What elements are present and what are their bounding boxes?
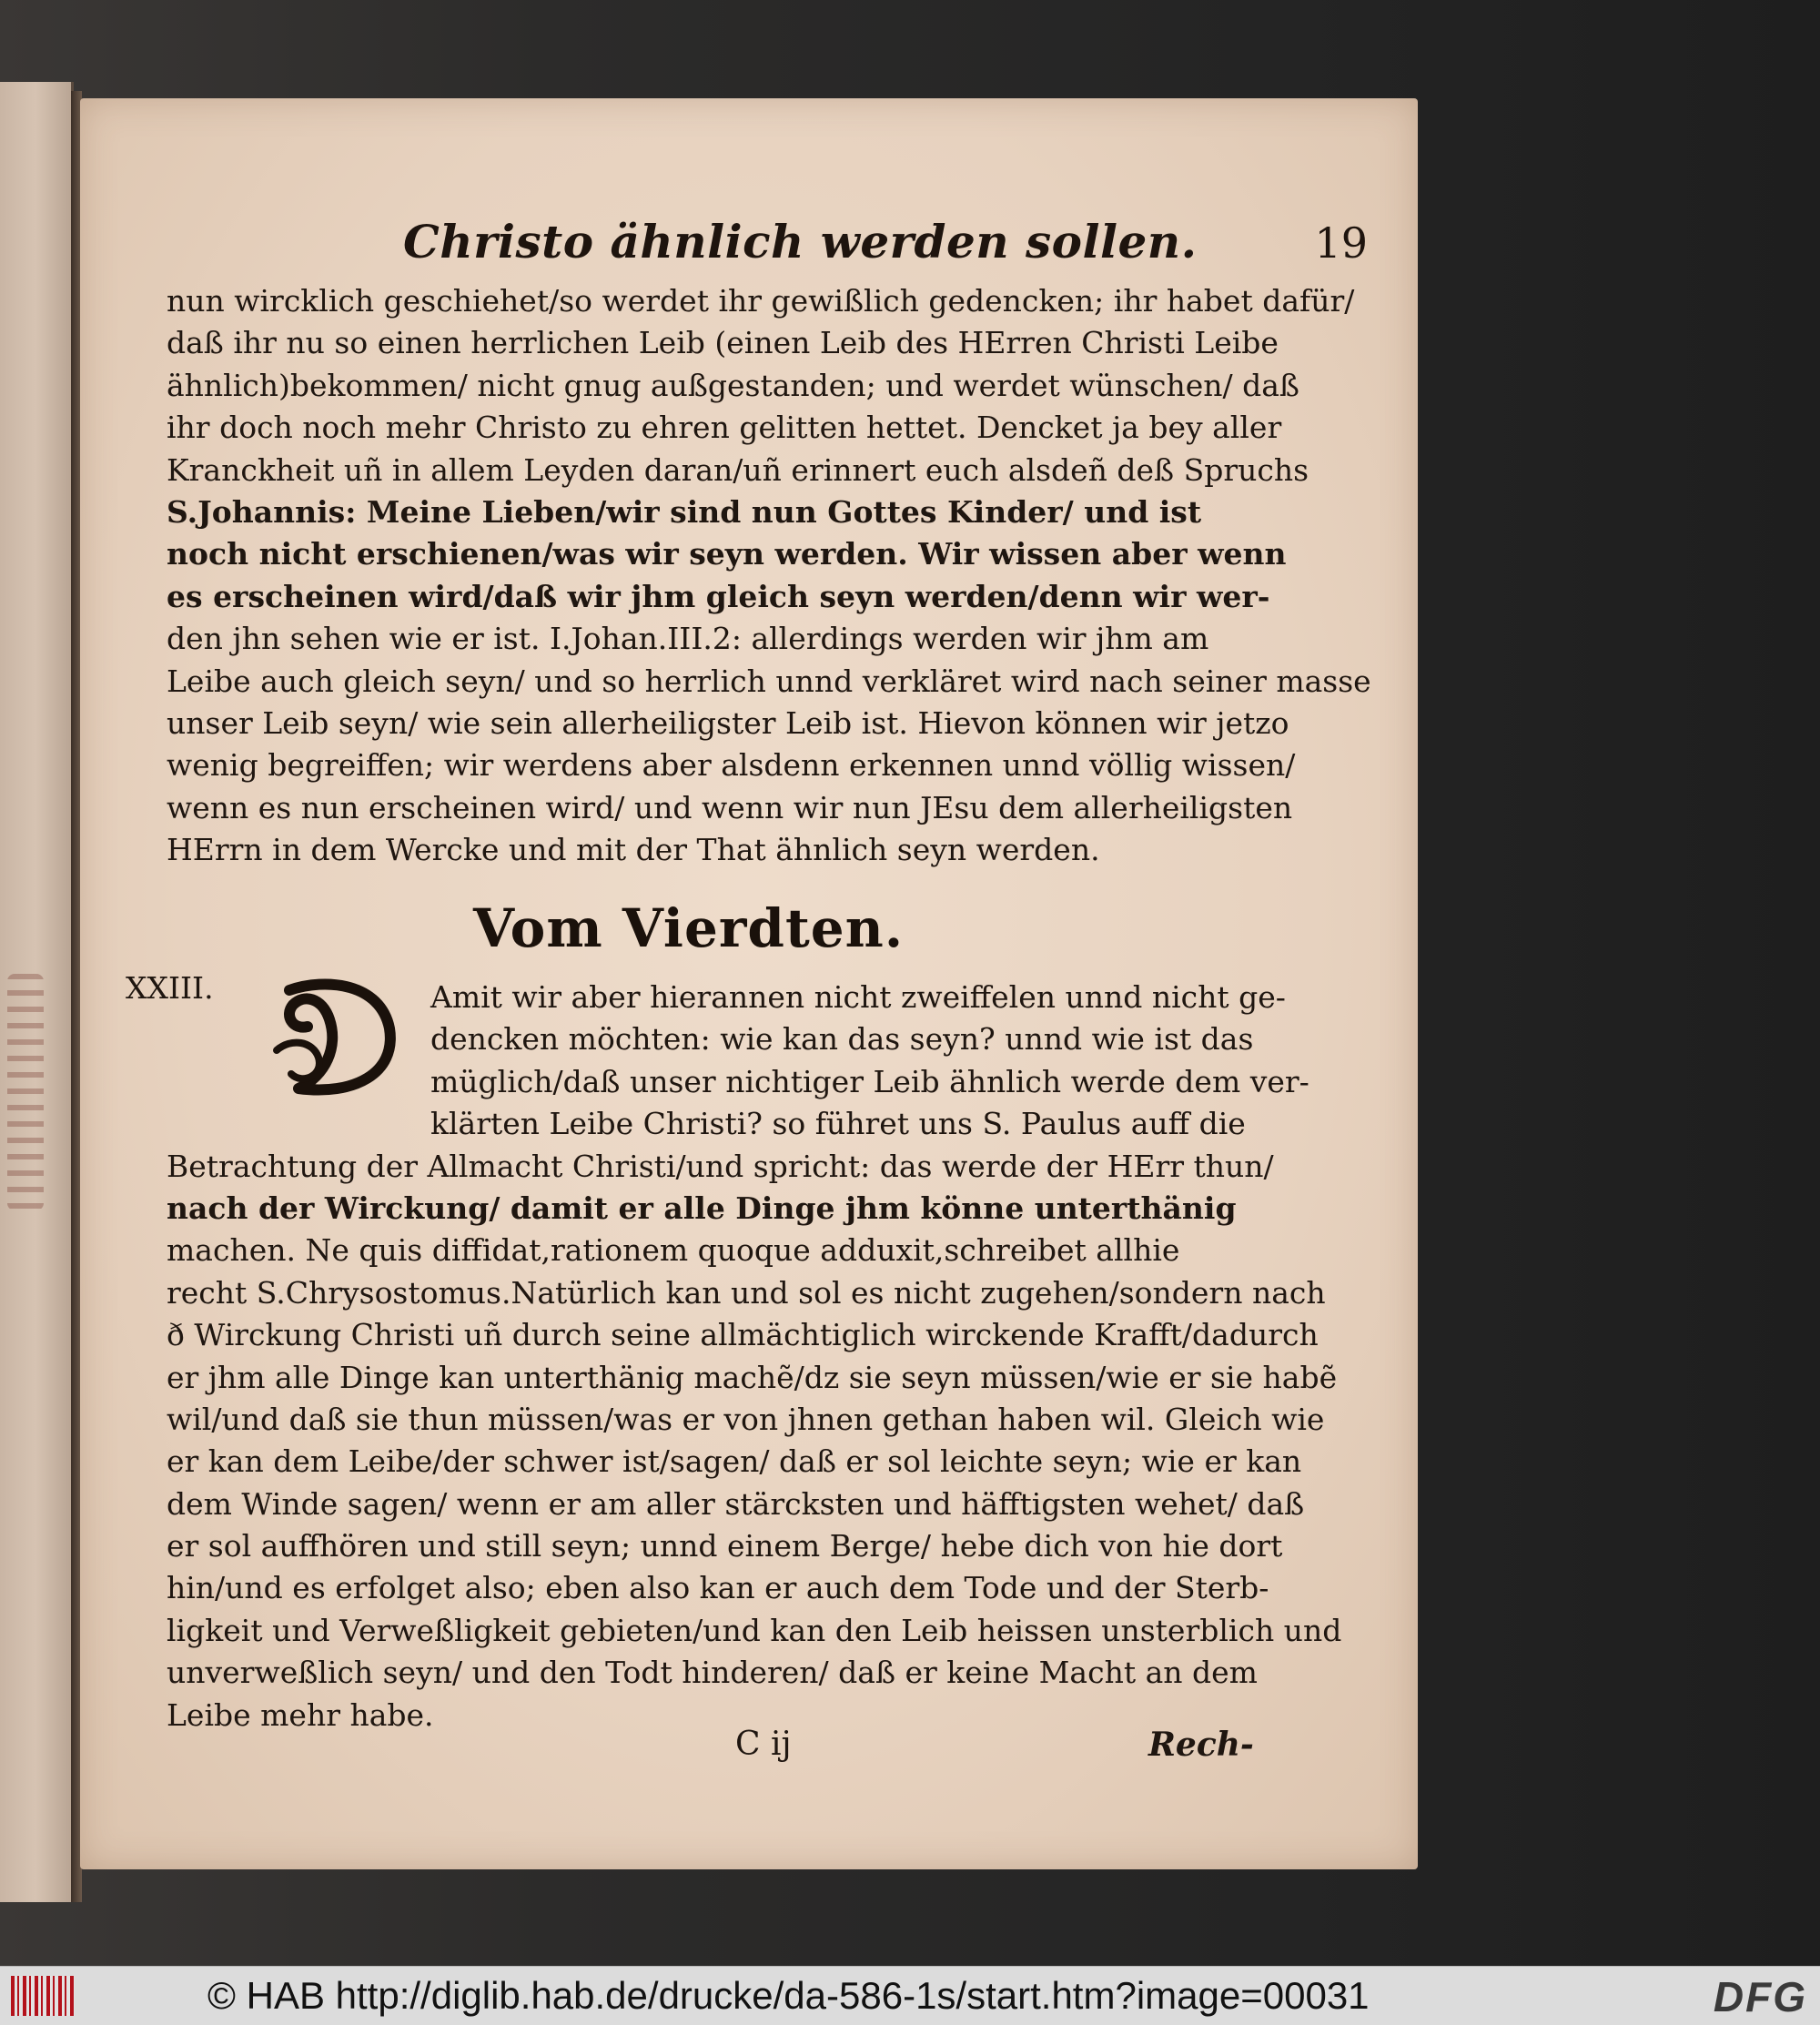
text-line: ähnlich)bekommen/ nicht gnug außgestanden; und werdet wünschen/ daß: [167, 367, 1299, 403]
previous-leaf-edge: [0, 82, 74, 1902]
folio-number: 19: [1314, 218, 1368, 268]
leaf-bleed-marks: [7, 974, 44, 1210]
footer-bar: [0, 1966, 1820, 2025]
catchword: Rech-: [1148, 1726, 1254, 1764]
text-line: hin/und es erfolget also; eben also kan er auch dem Tode und der Sterb-: [167, 1570, 1269, 1606]
text-line: unverweßlich seyn/ und den Todt hinderen/ daß er keine Macht an dem: [167, 1655, 1258, 1691]
section-heading: Vom Vierdten.: [473, 897, 905, 959]
text-line: noch nicht erschienen/was wir seyn werden. Wir wissen aber wenn: [167, 536, 1287, 572]
text-line: dencken möchten: wie kan das seyn? unnd wie ist das: [430, 1021, 1254, 1058]
text-line: unser Leib seyn/ wie sein allerheiligster Leib ist. Hievon können wir jetzo: [167, 704, 1289, 741]
paragraph-one: [167, 280, 1371, 871]
text-line: recht S.Chrysostomus.Natürlich kan und sol es nicht zugehen/sondern nach: [167, 1274, 1326, 1311]
text-line: daß ihr nu so einen herrlichen Leib (einen Leib des HErren Christi Leibe: [167, 325, 1279, 361]
text-line: den jhn sehen wie er ist. I.Johan.III.2: allerdings werden wir jhm am: [167, 621, 1209, 657]
text-line: ihr doch noch mehr Christo zu ehren gelitten hettet. Dencket ja bey aller: [167, 410, 1282, 446]
paragraph-two: [167, 977, 1342, 1736]
text-line: es erscheinen wird/daß wir jhm gleich seyn werden/denn wir wer-: [167, 578, 1270, 614]
text-line: Kranckheit uñ in allem Leyden daran/uñ erinnert euch alsdeñ deß Spruchs: [167, 451, 1309, 488]
text-line: HErrn in dem Wercke und mit der That ähnlich seyn werden.: [167, 832, 1100, 868]
book-page: [80, 98, 1418, 1869]
text-line: er sol auffhören und still seyn; unnd einem Berge/ hebe dich von hie dort: [167, 1528, 1283, 1564]
text-line: er kan dem Leibe/der schwer ist/sagen/ daß er sol leichte seyn; wie er kan: [167, 1443, 1302, 1480]
section-number: XXIII.: [126, 970, 214, 1006]
text-line: müglich/daß unser nichtiger Leib ähnlich werde dem ver-: [430, 1063, 1309, 1099]
barcode-icon: [11, 1976, 75, 2016]
text-line: Leibe auch gleich seyn/ und so herrlich unnd verkläret wird nach seiner masse: [167, 663, 1371, 699]
text-line: klärten Leibe Christi? so führet uns S. Paulus auff die: [430, 1106, 1246, 1142]
text-line: S.Johannis: Meine Lieben/wir sind nun Gottes Kinder/ und ist: [167, 493, 1202, 530]
initial-letter: D: [329, 1046, 345, 1068]
text-line: er jhm alle Dinge kan unterthänig machẽ/dz sie seyn müssen/wie er sie habẽ: [167, 1359, 1338, 1395]
signature-mark: C ij: [735, 1726, 792, 1763]
dfg-logo: DFG: [1713, 1973, 1807, 2020]
text-line: wenig begreiffen; wir werdens aber alsdenn erkennen unnd völlig wissen/: [167, 747, 1296, 784]
text-line: wil/und daß sie thun müssen/was er von jhnen gethan haben wil. Gleich wie: [167, 1401, 1325, 1437]
text-line: nun wircklich geschiehet/so werdet ihr gewißlich gedencken; ihr habet dafür/: [167, 283, 1355, 319]
text-line: ligkeit und Verweßligkeit gebieten/und kan den Leib heissen unsterblich und: [167, 1612, 1342, 1648]
copyright-link[interactable]: © HAB http://diglib.hab.de/drucke/da-586-1s/start.htm?image=00031: [207, 1974, 1370, 2017]
text-line: Amit wir aber hierannen nicht zweiffelen unnd nicht ge-: [430, 979, 1286, 1015]
running-head: Christo ähnlich werden sollen.: [403, 215, 1198, 268]
text-line: machen. Ne quis diffidat,rationem quoque adduxit,schreibet allhie: [167, 1232, 1180, 1269]
text-line: Betrachtung der Allmacht Christi/und spricht: das werde der HErr thun/: [167, 1148, 1274, 1184]
text-line: ð Wirckung Christi uñ durch seine allmächtiglich wirckende Krafft/dadurch: [167, 1317, 1319, 1353]
text-line: Leibe mehr habe.: [167, 1696, 434, 1733]
text-line: nach der Wirckung/ damit er alle Dinge jhm könne unterthänig: [167, 1190, 1237, 1226]
text-line: wenn es nun erscheinen wird/ und wenn wir nun JEsu dem allerheiligsten: [167, 789, 1293, 825]
text-line: dem Winde sagen/ wenn er am aller stärcksten und häfftigsten wehet/ daß: [167, 1485, 1305, 1522]
